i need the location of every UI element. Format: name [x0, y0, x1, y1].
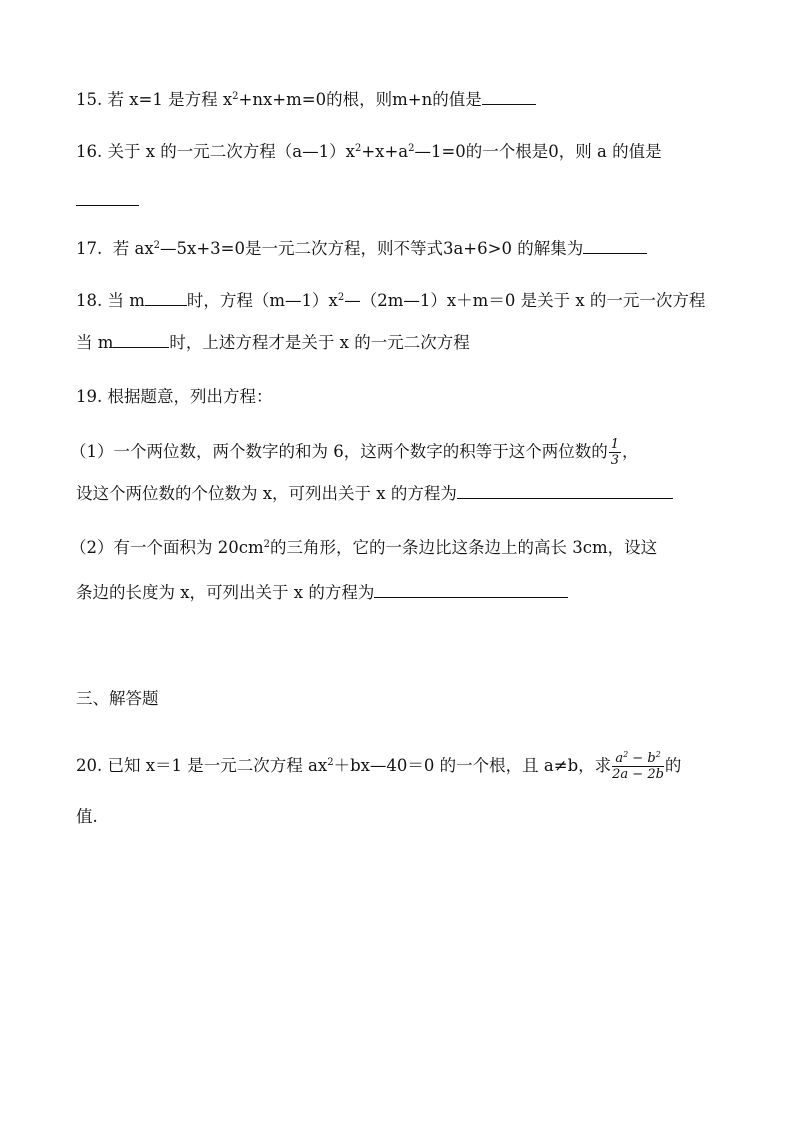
- question-text: 若 ax: [112, 239, 154, 258]
- question-16-blank-line: [76, 188, 139, 212]
- question-19-part-1-line-1: [70, 438, 639, 467]
- question-text: ，: [622, 442, 639, 461]
- fraction-denominator: 3: [610, 453, 620, 468]
- question-text: —（2m—1）x＋m＝0 是关于 x 的一元一次方程: [344, 291, 706, 310]
- question-19-part-2-line-1: [70, 537, 657, 559]
- superscript: 2: [623, 750, 629, 759]
- fraction-denominator: 2a − 2b: [612, 767, 664, 782]
- question-19-part-2-line-2: [76, 580, 568, 604]
- question-text: —5x+3=0是一元二次方程，则不等式3a+6>0 的解集为: [160, 239, 584, 258]
- question-text: 已知 x＝1 是一元二次方程 ax: [107, 756, 328, 775]
- question-text: 条边的长度为 x，可列出关于 x 的方程为: [76, 583, 375, 602]
- numerator-term: − b: [628, 751, 656, 766]
- question-18-line-2: [76, 330, 470, 354]
- fraction-expression: [612, 752, 664, 781]
- answer-blank: [113, 330, 169, 348]
- fraction-one-third: [609, 438, 621, 467]
- superscript: 2: [655, 750, 661, 759]
- question-19-part-1-line-2: [76, 481, 673, 505]
- question-text: 根据题意，列出方程：: [107, 387, 273, 406]
- question-text: ＋bx—40＝0 的一个根，且 a≠b，求: [333, 756, 612, 775]
- question-text: 的三角形，它的一条边比这条边上的高长 3cm，设这: [270, 538, 658, 557]
- question-text: 时，方程（m—1）x: [186, 291, 338, 310]
- question-number: 17.: [76, 239, 103, 258]
- answer-blank: [583, 236, 647, 254]
- question-number: 18.: [76, 291, 103, 310]
- superscript: 2: [327, 757, 334, 768]
- question-19: [76, 386, 273, 408]
- answer-blank: [482, 87, 536, 105]
- question-text: 设这个两位数的个位数为 x，可列出关于 x 的方程为: [76, 484, 457, 503]
- question-number: 16.: [76, 142, 103, 161]
- question-text: +x+a: [361, 142, 409, 161]
- question-text: （1）一个两位数，两个数字的和为 6，这两个数字的积等于这个两位数的: [70, 442, 608, 461]
- superscript: 2: [153, 240, 161, 251]
- section-heading: 三、解答题: [76, 689, 159, 708]
- answer-blank: [76, 188, 139, 206]
- question-text: —1=0的一个根是0，则 a 的值是: [414, 142, 662, 161]
- question-text: 关于 x 的一元二次方程（a—1）x: [107, 142, 355, 161]
- numerator-term: a: [615, 751, 624, 766]
- question-number: 20.: [76, 756, 103, 775]
- question-17: [76, 236, 647, 260]
- question-text: 若 x=1 是方程 x: [107, 90, 233, 109]
- fraction-numerator: 1: [610, 437, 620, 452]
- superscript: 2: [354, 143, 362, 154]
- question-number: 19.: [76, 387, 103, 406]
- question-text: 当 m: [76, 333, 114, 352]
- question-15: [76, 87, 536, 111]
- fraction-numerator: [612, 752, 664, 767]
- superscript: 2: [232, 91, 239, 102]
- question-text: （2）有一个面积为 20cm: [70, 538, 264, 557]
- question-text: 当 m: [107, 291, 145, 310]
- question-text: +nx+m=0的根，则m+n的值是: [238, 90, 482, 109]
- answer-blank: [145, 288, 187, 306]
- superscript: 2: [408, 143, 415, 154]
- question-text: 时，上述方程才是关于 x 的一元二次方程: [169, 333, 470, 352]
- question-20-line-2: 值.: [76, 807, 98, 826]
- question-18-line-1: [76, 288, 705, 312]
- superscript: 2: [263, 539, 271, 550]
- answer-blank: [374, 580, 568, 598]
- question-number: 15.: [76, 90, 103, 109]
- question-text: 的: [664, 756, 682, 775]
- answer-blank: [457, 481, 673, 499]
- question-16: [76, 141, 662, 163]
- superscript: 2: [337, 292, 345, 303]
- question-20: [76, 752, 681, 781]
